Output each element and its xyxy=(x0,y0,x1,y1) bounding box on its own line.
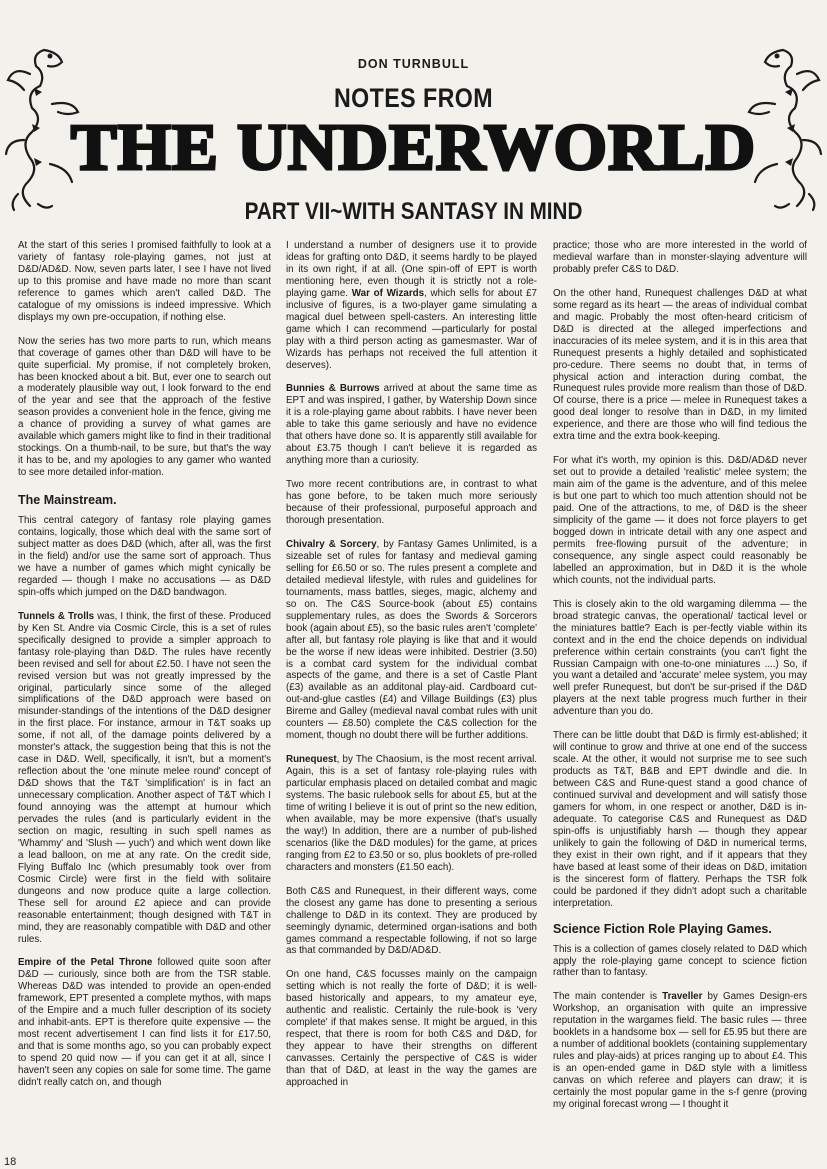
paragraph: Empire of the Petal Throne followed quite soon after D&D — curiously, since both are from the TSR stable. Whereas D&D was intended to provide an open-ended framework, EPT presented a complete mythos, with maps of the Empire and a much fuller description of its society and inhabit-ants. EPT is therefore quite expensive — the most recent advertisement I can find lists it for £17.50, and that is some months ago, so you can probably expect to spend 20 quid now — if you can get it at all, since I haven't seen any copies on sale for some time. The game didn't really catch on, and though xyxy=(18,957,271,1088)
paragraph: On one hand, C&S focusses mainly on the campaign setting which is not really the forte of D&D; it is well-based historically and appears, to my amateur eye, authentic and realistic. Certainly the rule-book is 'very complete' if that makes sense. It might be argued, in this respect, that there is room for both C&S and D&D, for they appear to have their strengths on different canvasses. Certainly the perspective of C&S is wider than that of D&D, at least in the way the games are approached in xyxy=(286,969,537,1088)
paragraph: Chivalry & Sorcery, by Fantasy Games Unlimited, is a sizeable set of rules for fantasy and medieval gaming selling for £6.50 or so. The rules present a complete and detailed medieval lifestyle, with rules and guidelines for tournaments, mass battles, sieges, magic, alchemy and so on. The C&S Source-book (about £5) contains supplementary rules, as does the Swords & Sorcerors book (again about £5), so the basic rules aren't 'complete' after all, but fantasy role playing is like that and it would be the worse if new ideas were inhibited. Destrier (3.50) is a combat card system for the individual combat aspects of the game, and there is a set of Castle Plant (£3) available as an additonal play-aid. Cardboard cut-out-and-glue castles (£4) and Village Buildings (£3) plus Bireme and Galley (medieval naval combat rules with unit counters — £8.50) complete the C&S collection for the moment, though no doubt there will be further additions. xyxy=(286,538,538,742)
paragraph: Tunnels & Trolls was, I think, the first of these. Produced by Ken St. Andre via Cosmic Circle, this is a set of rules specifically designed to provide a simpler approach to fantasy role-playing than D&D. The rules have recently been revised and sell for about £2.50. I have not seen the revised version but was not greatly impressed by the original, particularly since some of the alleged simplifications of the D&D approach were based on misunder-standings of the intentions of the D&D designer in the first place. For instance, armour in T&T soaks up some, if not all, of the damage points delivered by a monster's attack, the suggestion being that this is not the case in D&D. Well, specifically, it isn't, but a moment's reflection about the 'one minute melee round' concept of D&D shows that the T&T 'simplification' is in fact an unnecessary complication. Another aspect of T&T which I found annoying was the attempt at humour which pervades the rules (and is particularly evident in the section on magic, resulting in such spell names as 'Whammy' and 'Slush — yuch') and which went down like a lead balloon, on me at any rate. On the credit side, Flying Buffalo Inc (which presumably took over from Cosmic Circle) were first in the field with solitaire dungeons and now produce quite a large collection. These sell for around £2 apiece and can provide reasonable entertainment; though designed with T&T in mind, they are reasonably compatible with D&D and other rules. xyxy=(18,610,271,945)
game-title: Traveller xyxy=(662,991,703,1003)
article-column-1 xyxy=(18,240,271,1101)
paragraph: For what it's worth, my opinion is this. D&D/AD&D never set out to provide a detailed 'realistic' melee system; the main aim of the game is the adventure, and of this melee is but one part to which too much attention should not be paid. One of the attractions, to me, of D&D is the sheer simplicity of the game — it does not force players to get bogged down in intricate detail with any one aspect and permits free-flowing pursuit of the adventure; in consequence, any single aspect could reasonably be labelled an approximation, but in D&D it is the whole which counts, not the individual parts. xyxy=(553,455,807,586)
game-title: Bunnies & Burrows xyxy=(286,383,380,395)
paragraph: Two more recent contributions are, in contrast to what has gone before, to be taken much more seriously because of their professional, purposeful approach and thorough presentation. xyxy=(286,479,537,527)
paragraph: At the start of this series I promised faithfully to look at a variety of fantasy role-playing games, not just at D&D/AD&D. Now, seven parts later, I see I have not lived up to this promise and have made no more than scant reference to games which aren't called D&D. The catalogue of my omissions is indeed impressive. Which displays my own pre-occupation, if nothing else. xyxy=(18,240,271,323)
paragraph: Bunnies & Burrows arrived at about the same time as EPT and was inspired, I gather, by Watership Down since it is a role-playing game about rabbits. I have never been able to take this game seriously and have no evidence that others have done so. It is apparently still available for about £3.75 though I can't believe it is regarded as anything more than a curiosity. xyxy=(286,383,538,467)
paragraph: I understand a number of designers use it to provide ideas for grafting onto D&D, it seems hardly to be played in its own right, if at all. (One spin-off of EPT is worth mentioning here, even though it is strictly not a role-playing game. War of Wizards, which sells for about £7 inclusive of figures, is a two-player game simulating a magical duel between spell-casters. An interesting little game which I can recommend —particularly for postal play with a third person acting as gamesmaster. War of Wizards has perhaps not received the full attention it deserves). xyxy=(286,240,537,371)
section-heading-science-fiction: Science Fiction Role Playing Games. xyxy=(553,921,772,936)
game-title: Empire of the Petal Throne xyxy=(18,957,153,969)
game-title: War of Wizards xyxy=(351,287,425,299)
paragraph: This is closely akin to the old wargaming dilemma — the broad strategic canvas, the operational/ tactical level or the miniatures battle? Each is per-fectly viable within its context and in the end the choice depends on individual preference within certain constraints (you can't fight the Russian Campaign with one-to-one miniatures ....) So, if you want a detailed and 'accurate' melee system, you may well prefer Runequest, but don't be sur-prised if the D&D players at the next table progress much further in their adventure than you do. xyxy=(553,598,807,718)
game-title: Runequest xyxy=(286,754,337,766)
page-number: 18 xyxy=(4,1156,17,1168)
article-subtitle: PART VII~WITH SANTASY IN MIND xyxy=(244,198,583,225)
paragraph: This is a collection of games closely related to D&D which apply the role-playing game concept to science fiction rather than to fantasy. xyxy=(553,943,807,979)
game-title: Chivalry & Sorcery xyxy=(286,538,377,550)
author-byline: DON TURNBULL xyxy=(357,57,470,71)
section-heading-mainstream: The Mainstream. xyxy=(18,493,117,508)
paragraph: There can be little doubt that D&D is firmly est-ablished; it will continue to grow and thrive at one end of the success scale. At the other, it would not surprise me to see such products as T&T, B&B and EPT dwindle and die. In between C&S and Rune-quest stand a good chance of continued survival and development and will satisfy those gamers for whom, in one respect or another, D&D is in-adequate. To categorise C&S and Runequest as D&D spin-offs is unjustifiably harsh — though they appear unlikely to gain the following of D&D in numerical terms, they exist in their own right, and if it appears that they have based at least some of their ideas on D&D, imitation is the sincerest form of flattery. Perhaps the TSR folk could be pardoned if they didn't adopt such a charitable interpretation. xyxy=(553,730,807,909)
paragraph: The main contender is Traveller by Games Design-ers Workshop, an organisation with quite an impressive reputation in the wargames field. The basic rules — three booklets in a handsome box — sell for £5.95 but there are a number of additional booklets (containing supplementary rules and play-aids) at prices ranging up to about £4. This is an open-ended game in D&D style with a limitless canvas on which referee and players can draw; it is certainly the most popular game in the s-f genre (proving my original forecast wrong — I thought it xyxy=(553,991,807,1110)
paragraph: practice; those who are more interested in the world of medieval warfare than in monster-slaying adventure will probably prefer C&S to D&D. xyxy=(553,240,807,275)
paragraph: Runequest, by The Chaosium, is the most recent arrival. Again, this is a set of fantasy role-playing rules with particular emphasis placed on detailed combat and magic systems. The basic rulebook sells for about £5, but at the time of writing I believe it is out of print so the new edition, when available, may be more expensive (that's usually the way!) In addition, there are a number of pub-lished scenarios (like the D&D modules) for the game, at prices ranging from £2 to £3.50 or so, plus booklets of pre-rolled characters and monsters (£1.50 each). xyxy=(286,754,537,873)
paragraph: On the other hand, Runequest challenges D&D at what some regard as its heart — the areas of individual combat and magic. Probably the most often-heard criticism of D&D is directed at the alleged imperfections and inaccuracies of its melee system, and it is in this area that Runequest presents a highly detailed and sophisticated pro-cedure. There seems no doubt that, in terms of physical action and interaction during combat, the Runequest rules provide more realism than those of D&D. Of course, there is a price — melee in Runequest takes a good deal longer to resolve than in D&D, in my limited experience, and there are those who will find tedious the extra time and the extra book-keeping. xyxy=(553,287,807,443)
series-kicker: NOTES FROM xyxy=(333,83,494,113)
paragraph: Now the series has two more parts to run, which means that coverage of games other than D&D will have to be quite superficial. My promise, if not completely broken, has been knocked about a bit. But, ever one to search out a moderately plausible way out, I look forward to the end of the year and see that the approach of the festive season provides a convenient hole in the fence, giving me a chance of providing a survey of what games are available which gamers might like to find in their traditional stockings. On a thumb-nail, to be sure, but that's the way it has to be, and my apologies to any gamer who wanted to see more detailed infor-mation. xyxy=(18,335,271,479)
paragraph: This central category of fantasy role playing games contains, logically, those which deal with the same sort of subject matter as does D&D (which, after all, was the first in the field) and/or use the same sort of approach. Thus we have a number of games which might cynically be regarded — though I make no accusations — as D&D spin-offs which jumped on the D&D bandwagon. xyxy=(18,515,271,598)
game-title: Tunnels & Trolls xyxy=(18,610,95,622)
paragraph: Both C&S and Runequest, in their different ways, come the closest any game has done to presenting a serious challenge to D&D in its context. They are produced by seemingly dynamic, determined organ-isations and both games command a respectable following, if not so large as that commanded by D&D/AD&D. xyxy=(286,885,537,957)
page-title: THE UNDERWORLD xyxy=(70,111,757,184)
article-column-3 xyxy=(553,240,807,1123)
article-column-2 xyxy=(286,240,537,1101)
